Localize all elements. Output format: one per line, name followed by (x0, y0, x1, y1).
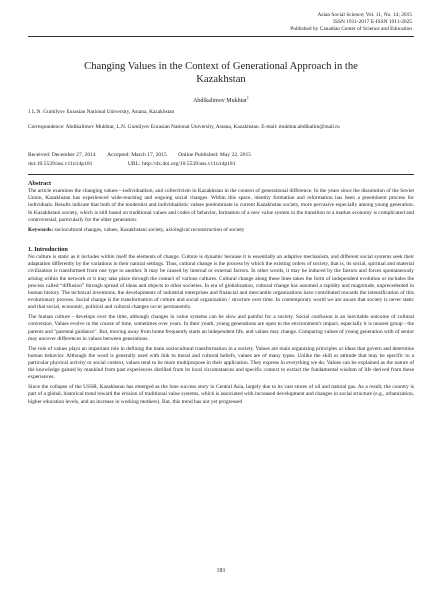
article-dates (28, 152, 414, 159)
journal-issue: Asian Social Science; Vol. 11, No. 14; 2015 (317, 12, 412, 18)
introduction-section (28, 246, 414, 408)
introduction-heading: 1. Introduction (28, 246, 68, 253)
article-title (20, 60, 422, 86)
page-number: 181 (216, 568, 226, 574)
keywords (28, 227, 414, 234)
received-date: Received: December 27, 2014 (28, 152, 96, 158)
dates-rule (28, 174, 414, 175)
author-name (0, 94, 442, 105)
keywords-list: sociocultural changes, values, Kazakhstani society, axiological reconstruction of society (54, 226, 245, 233)
keywords-label: Keywords: (28, 226, 54, 233)
journal-publisher: Published by Canadian Center of Science and Education (290, 26, 412, 33)
accepted-date: Accepted: March 17, 2015 (107, 152, 167, 158)
doi-text: doi:10.5539/ass.v11n14p181 (28, 161, 93, 167)
correspondence: Correspondence: Abdikalimov Mukhtar, L.N. Gumilyov Eurasian National University, Astana, Kazakhstan. E-mail: mukhtar.abdikalim@mail.ru (28, 124, 340, 130)
title-line-2: Kazakhstan (196, 74, 246, 85)
journal-issn: ISSN 1911-2017 E-ISSN 1911-2025 (333, 19, 412, 26)
intro-paragraph-1: No culture is static as it includes within itself the elements of change. Culture is dynamic because it is essentially an adaptive mechanism, and different social systems seek their adaptation differently by the variations in their natural settings. Thus, cultural change is the process by which the existing orders of society, that is, its social, spiritual and material civilization is transformed from one type to another. It may be caused by internal or external factors. In other words, it may be induced by the factors and forces spontaneously arising within the network or it may take place through the contact of various cultures. Cultural change along these lines takes the form of independent evolution or includes the process called “diffusion” through spread of ideas and objects to other societies. In era of globalization, cultural change has assumed a rapidity and magnitude, unprecedented in human history. The technical inventions, the developments of industrial enterprises and financial and mercantile organizations have contributed towards the intensification of this evolutionary process. Social change is the transformation of culture and social organization / structure over time. In contemporary world we are aware that society is never static and that social, economic, political and cultural changes occur permanently. (28, 254, 414, 311)
intro-paragraph-3: The role of values plays an important role in defining the main sociocultural transformation in a society. Values are main organizing principles or ideas that govern and determine human behavior. Although the word is generally used with link to moral and cultural beliefs, values are of many types. Unlike the skill or attitude that may be specific to a particular physical activity or social context, values tend to be more multipurpose in their application. They express in everything we do. Values can be explained as the nature of the knowledge gained by mankind from past experiences distilled from its local circumstances and specific context to extract the fundamental wisdom of life derived from these experiences. (28, 345, 414, 381)
intro-paragraph-4: Since the collapse of the USSR, Kazakhstan has emerged as the lone success story in Central Asia, largely due to its vast stores of oil and natural gas. As a result, the country is part of a global, historical trend toward the erosion of traditional value systems, which is associated with increased development and changes in social structure (e.g., urbanization, higher education levels, and an increase in working mothers). But, this trend has not yet progressed (28, 384, 414, 405)
author-text: Abdikalimov Mukhtar (193, 98, 247, 104)
affiliation: 1 L.N. Gumilyov Eurasian National University, Astana, Kazakhstan (28, 109, 175, 115)
published-date: Online Published: May 22, 2015 (178, 152, 252, 158)
url-link[interactable]: URL: http://dx.doi.org/10.5539/ass.v11n14p181 (127, 161, 236, 167)
intro-paragraph-2: The human culture - develops over the time, although changes in value systems can be slow and painful for a society. Social confusion is an inevitable outcome of cultural conversion. Values evolve in the course of time, sometimes over years. In their youth, young generations are open to the environment's impact, especially it is nearest group - the parents and "parental guidance". But, moving away from home frequently starts an independent life, and values may change. Comparing values of young generation with of senior may uncover differences in values between generations. (28, 314, 414, 342)
abstract-text: The article examines the changing values—individualism, and collectivism in Kazakhstan in the context of generational difference. In the years since the dissolution of the Soviet Union, Kazakhstan has experienced wide-reaching and ongoing social changes. Within this space, identity formation and reformation has been a preeminent process for individuals. Results indicate that both of the modernist and individualistic values predominate in current Kazakhstan society, more pervasive especially among young generation. In Kazakhstani society, which is still based on traditional values and codes of behavior, formation of a new value system in the transition to a market economy is complicated and controversial, particularly for the older generation. (28, 188, 414, 223)
abstract-heading: Abstract (28, 180, 52, 187)
journal-header (152, 12, 412, 34)
header-rule (28, 36, 414, 37)
author-affiliation-mark: 1 (246, 95, 249, 100)
article-identifiers (28, 161, 414, 168)
abstract-section (28, 180, 414, 236)
title-line-1: Changing Values in the Context of Generational Approach in the (84, 61, 358, 72)
